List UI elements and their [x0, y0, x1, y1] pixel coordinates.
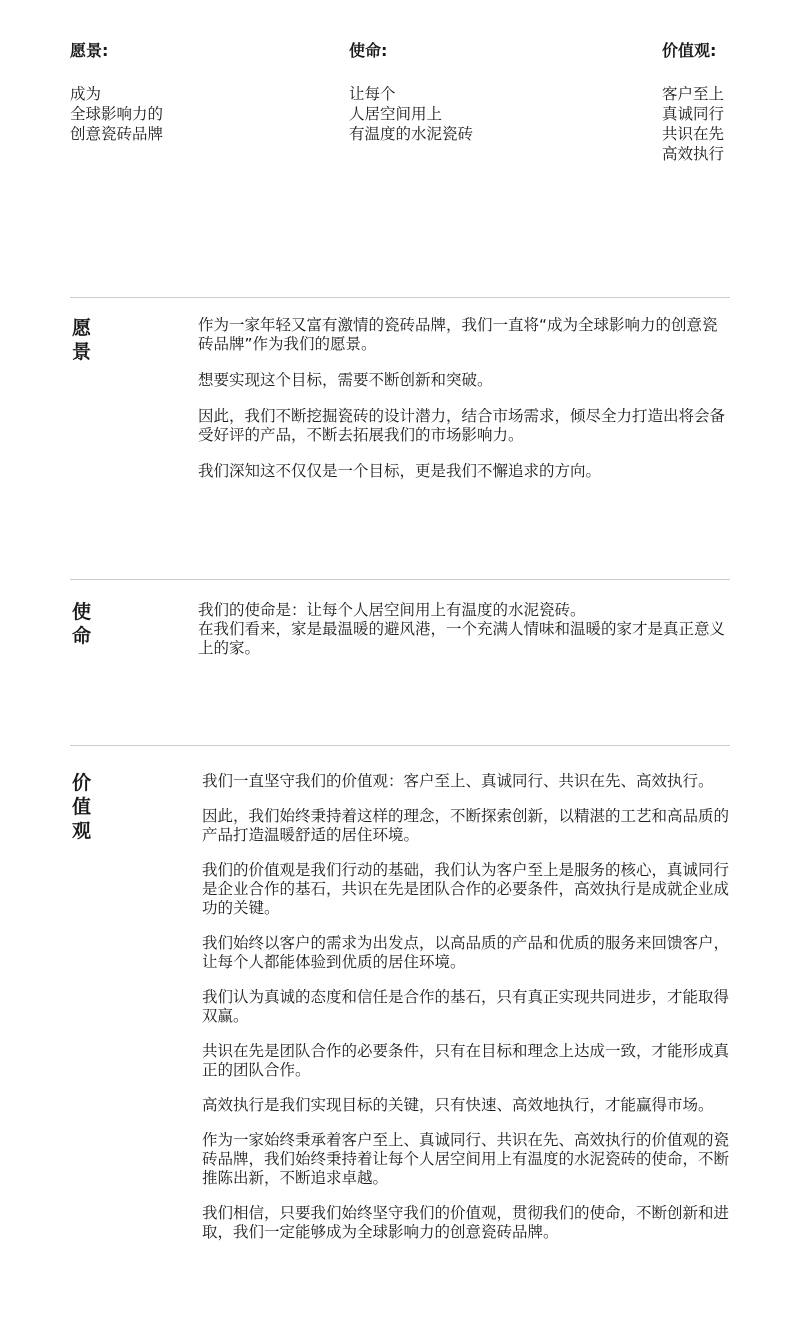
- vision-paragraph: 我们深知这不仅仅是一个目标，更是我们不懈追求的方向。: [198, 462, 602, 480]
- summary-mission-line: 让每个: [349, 85, 396, 103]
- summary-header: [70, 40, 730, 180]
- summary-vision-heading: 愿景:: [70, 41, 109, 60]
- values-section-title: [72, 771, 102, 843]
- values-paragraph: 作为一家始终秉承着客户至上、真诚同行、共识在先、高效执行的价值观的瓷砖品牌，我们始终秉持着让每个人居空间用上有温度的水泥瓷砖的使命，不断推陈出新，不断追求卓越。: [202, 1131, 730, 1187]
- vision-title-char: 景: [72, 341, 92, 363]
- values-paragraph: 高效执行是我们实现目标的关键，只有快速、高效地执行，才能赢得市场。: [202, 1096, 714, 1114]
- vision-section-title: [72, 316, 102, 364]
- values-paragraph: 我们相信，只要我们始终坚守我们的价值观，贯彻我们的使命，不断创新和进取，我们一定能够成为全球影响力的创意瓷砖品牌。: [202, 1204, 730, 1241]
- summary-vision-line: 创意瓷砖品牌: [70, 125, 164, 143]
- values-paragraph: 我们一直坚守我们的价值观：客户至上、真诚同行、共识在先、高效执行。: [202, 772, 714, 790]
- values-section-body: [202, 772, 734, 1258]
- mission-section-body: [198, 601, 733, 658]
- values-paragraph: 我们的价值观是我们行动的基础，我们认为客户至上是服务的核心，真诚同行是企业合作的基石，共识在先是团队合作的必要条件，高效执行是成就企业成功的关键。: [202, 861, 730, 917]
- summary-values-line: 客户至上: [662, 85, 725, 103]
- divider: [70, 579, 730, 580]
- summary-mission-line: 人居空间用上: [349, 105, 443, 123]
- values-title-char: 观: [72, 820, 92, 842]
- summary-mission-line: 有温度的水泥瓷砖: [349, 125, 474, 143]
- vision-paragraph: 想要实现这个目标，需要不断创新和突破。: [198, 371, 493, 389]
- summary-values-line: 真诚同行: [662, 105, 725, 123]
- summary-mission: [349, 40, 473, 144]
- summary-mission-heading: 使命:: [349, 41, 388, 60]
- vision-paragraph: 作为一家年轻又富有激情的瓷砖品牌，我们一直将“成为全球影响力的创意瓷砖品牌”作为我们的愿景。: [198, 316, 718, 353]
- mission-paragraph: 我们的使命是：让每个人居空间用上有温度的水泥瓷砖。: [198, 601, 586, 619]
- vision-paragraph: 因此，我们不断挖掘瓷砖的设计潜力，结合市场需求，倾尽全力打造出将会备受好评的产品，不断去拓展我们的市场影响力。: [198, 407, 726, 444]
- values-paragraph: 我们始终以客户的需求为出发点，以高品质的产品和优质的服务来回馈客户，让每个人都能体验到优质的居住环境。: [202, 934, 730, 971]
- summary-vision: [70, 40, 163, 144]
- values-paragraph: 共识在先是团队合作的必要条件，只有在目标和理念上达成一致，才能形成真正的团队合作。: [202, 1042, 730, 1079]
- divider: [70, 297, 730, 298]
- vision-title-char: 愿: [72, 317, 92, 339]
- vision-section-body: [198, 316, 733, 498]
- values-title-char: 值: [72, 796, 92, 818]
- summary-values-heading: 价值观:: [662, 41, 717, 60]
- values-paragraph: 我们认为真诚的态度和信任是合作的基石，只有真正实现共同进步，才能取得双赢。: [202, 988, 730, 1025]
- mission-title-char: 使: [72, 601, 92, 623]
- summary-values-line: 共识在先: [662, 125, 725, 143]
- values-title-char: 价: [72, 772, 92, 794]
- mission-section-title: [72, 600, 102, 648]
- values-paragraph: 因此，我们始终秉持着这样的理念，不断探索创新，以精湛的工艺和高品质的产品打造温暖舒适的居住环境。: [202, 807, 730, 844]
- mission-paragraph: 在我们看来，家是最温暖的避风港，一个充满人情味和温暖的家才是真正意义上的家。: [198, 620, 726, 657]
- mission-title-char: 命: [72, 625, 92, 647]
- summary-values: [662, 40, 724, 164]
- summary-vision-line: 成为: [70, 85, 102, 103]
- summary-values-line: 高效执行: [662, 145, 725, 163]
- divider: [70, 745, 730, 746]
- summary-vision-line: 全球影响力的: [70, 105, 164, 123]
